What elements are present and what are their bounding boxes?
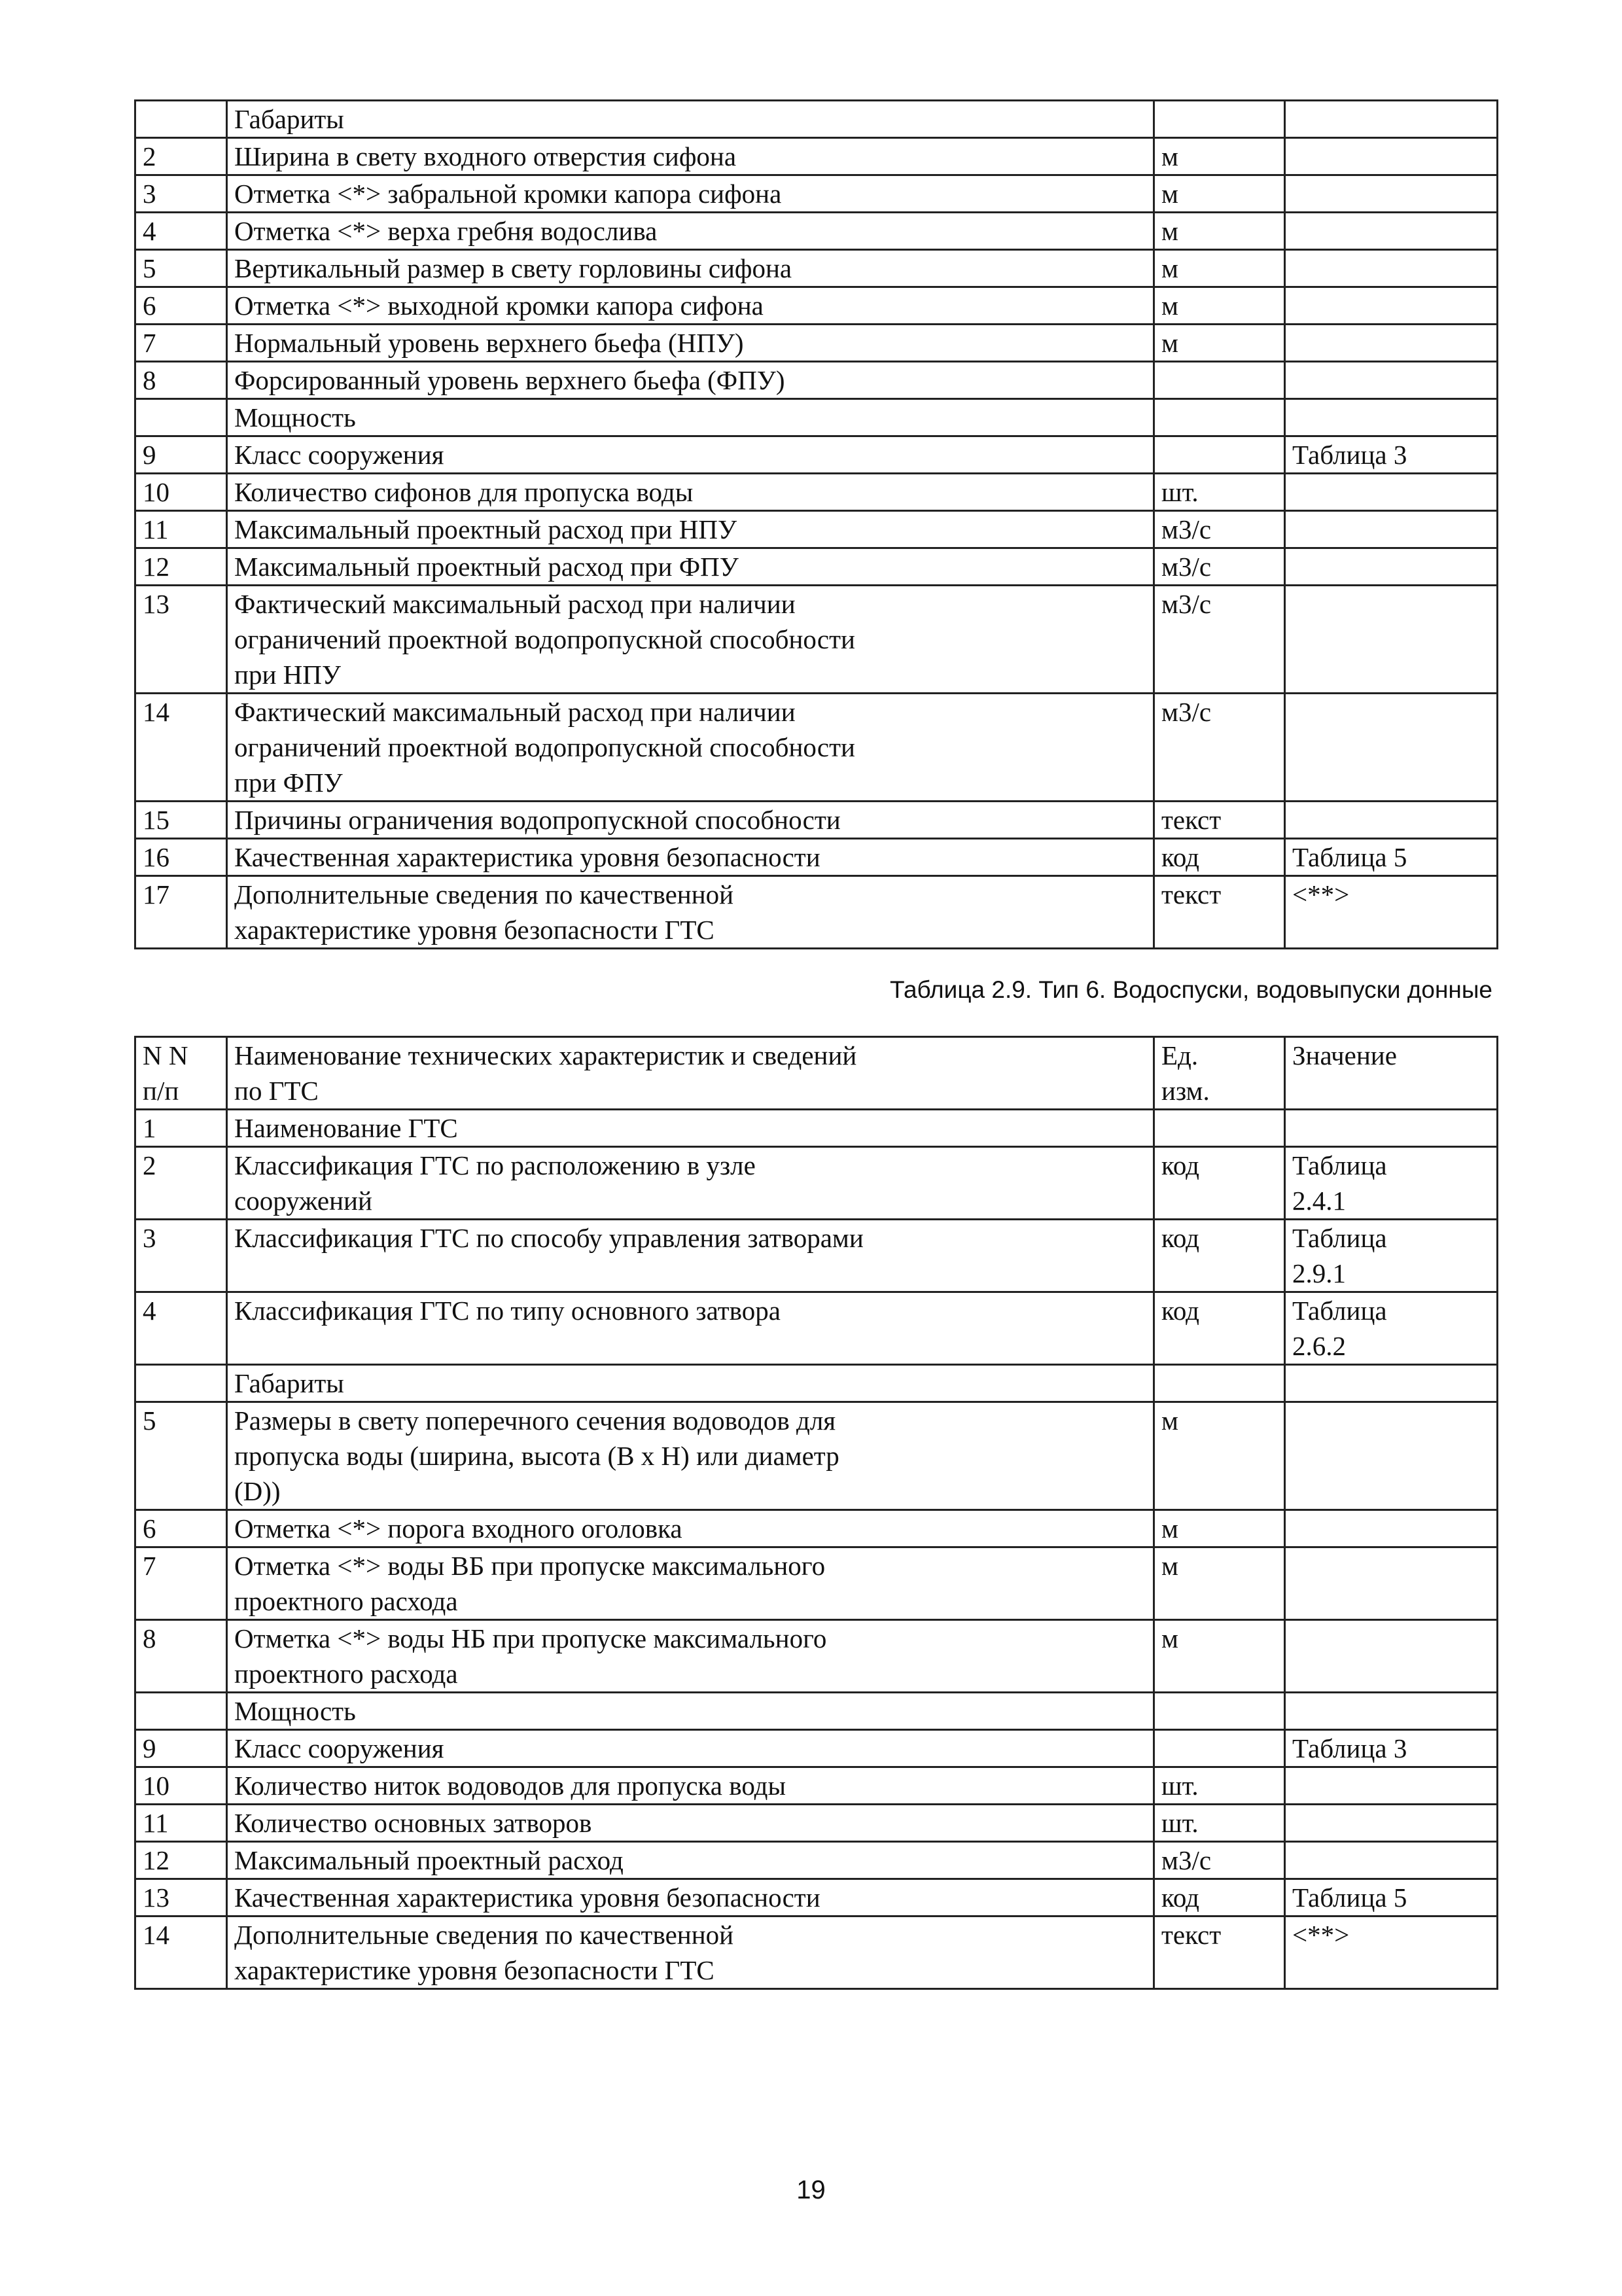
row-name: Классификация ГТС по типу основного затвора bbox=[227, 1292, 1154, 1365]
table-row bbox=[135, 362, 1498, 399]
row-number bbox=[135, 399, 227, 436]
table-row bbox=[135, 474, 1498, 511]
row-unit: м bbox=[1154, 1620, 1285, 1693]
row-unit bbox=[1154, 1693, 1285, 1730]
row-unit: м3/с bbox=[1154, 548, 1285, 586]
table-row bbox=[135, 839, 1498, 876]
row-value bbox=[1285, 1510, 1498, 1547]
row-unit: текст bbox=[1154, 1916, 1285, 1989]
row-name: Класс сооружения bbox=[227, 1730, 1154, 1767]
row-number: 6 bbox=[135, 1510, 227, 1547]
table-row bbox=[135, 511, 1498, 548]
row-name: Классификация ГТС по расположению в узле сооружений bbox=[227, 1147, 1154, 1220]
row-number: 13 bbox=[135, 586, 227, 694]
table-row bbox=[135, 548, 1498, 586]
row-value bbox=[1285, 511, 1498, 548]
row-name: Габариты bbox=[227, 1365, 1154, 1402]
row-number bbox=[135, 1365, 227, 1402]
row-unit: м bbox=[1154, 213, 1285, 250]
table-row bbox=[135, 1730, 1498, 1767]
row-value: Таблица 3 bbox=[1285, 1730, 1498, 1767]
header-name: Наименование технических характеристик и сведений по ГТС bbox=[227, 1037, 1154, 1110]
row-unit bbox=[1154, 1365, 1285, 1402]
row-value: Таблица 2.4.1 bbox=[1285, 1147, 1498, 1220]
page-number: 19 bbox=[796, 2176, 826, 2204]
row-unit: м bbox=[1154, 287, 1285, 325]
row-number: 11 bbox=[135, 1805, 227, 1842]
row-value bbox=[1285, 101, 1498, 138]
row-value bbox=[1285, 694, 1498, 802]
row-value bbox=[1285, 175, 1498, 213]
row-name: Фактический максимальный расход при наличии ограничений проектной водопропускной способности при ФПУ bbox=[227, 694, 1154, 802]
row-unit: м bbox=[1154, 175, 1285, 213]
row-value bbox=[1285, 1805, 1498, 1842]
characteristics-table-continued bbox=[134, 99, 1498, 949]
row-value bbox=[1285, 1767, 1498, 1805]
row-value bbox=[1285, 1547, 1498, 1620]
row-unit bbox=[1154, 362, 1285, 399]
row-number: 14 bbox=[135, 694, 227, 802]
table-header-row bbox=[135, 1037, 1498, 1110]
table-row bbox=[135, 1916, 1498, 1989]
row-unit: м bbox=[1154, 138, 1285, 175]
row-name: Форсированный уровень верхнего бьефа (ФПУ) bbox=[227, 362, 1154, 399]
table-row bbox=[135, 1510, 1498, 1547]
row-name: Количество ниток водоводов для пропуска воды bbox=[227, 1767, 1154, 1805]
row-name: Максимальный проектный расход при НПУ bbox=[227, 511, 1154, 548]
row-number: 13 bbox=[135, 1879, 227, 1916]
row-number: 8 bbox=[135, 1620, 227, 1693]
row-name: Класс сооружения bbox=[227, 436, 1154, 474]
row-name: Мощность bbox=[227, 1693, 1154, 1730]
row-name: Дополнительные сведения по качественной характеристике уровня безопасности ГТС bbox=[227, 876, 1154, 949]
row-unit bbox=[1154, 1730, 1285, 1767]
row-value bbox=[1285, 399, 1498, 436]
table-row bbox=[135, 1842, 1498, 1879]
row-unit bbox=[1154, 1110, 1285, 1147]
table-caption: Таблица 2.9. Тип 6. Водоспуски, водовыпуски донные bbox=[890, 976, 1492, 1003]
row-name: Нормальный уровень верхнего бьефа (НПУ) bbox=[227, 325, 1154, 362]
table-row bbox=[135, 802, 1498, 839]
table-row bbox=[135, 1220, 1498, 1292]
row-name: Размеры в свету поперечного сечения водоводов для пропуска воды (ширина, высота (B x H) или диаметр (D)) bbox=[227, 1402, 1154, 1510]
row-unit bbox=[1154, 399, 1285, 436]
row-value: Таблица 2.9.1 bbox=[1285, 1220, 1498, 1292]
row-number: 6 bbox=[135, 287, 227, 325]
row-name: Мощность bbox=[227, 399, 1154, 436]
row-unit: м bbox=[1154, 1547, 1285, 1620]
row-name: Качественная характеристика уровня безопасности bbox=[227, 1879, 1154, 1916]
row-name: Наименование ГТС bbox=[227, 1110, 1154, 1147]
row-number: 3 bbox=[135, 175, 227, 213]
row-number: 7 bbox=[135, 1547, 227, 1620]
table-row bbox=[135, 1402, 1498, 1510]
row-number: 9 bbox=[135, 1730, 227, 1767]
row-number: 12 bbox=[135, 548, 227, 586]
table-row bbox=[135, 694, 1498, 802]
row-number: 12 bbox=[135, 1842, 227, 1879]
row-value: Таблица 2.6.2 bbox=[1285, 1292, 1498, 1365]
row-number: 9 bbox=[135, 436, 227, 474]
table-row bbox=[135, 399, 1498, 436]
row-unit: текст bbox=[1154, 876, 1285, 949]
row-unit: код bbox=[1154, 1879, 1285, 1916]
table-row bbox=[135, 586, 1498, 694]
row-value bbox=[1285, 1693, 1498, 1730]
row-unit: код bbox=[1154, 1220, 1285, 1292]
header-number: N N п/п bbox=[135, 1037, 227, 1110]
row-name: Максимальный проектный расход при ФПУ bbox=[227, 548, 1154, 586]
row-unit: м3/с bbox=[1154, 586, 1285, 694]
row-number: 10 bbox=[135, 1767, 227, 1805]
row-number: 4 bbox=[135, 213, 227, 250]
row-number bbox=[135, 101, 227, 138]
table-row bbox=[135, 1805, 1498, 1842]
row-number: 15 bbox=[135, 802, 227, 839]
row-number: 10 bbox=[135, 474, 227, 511]
row-unit: м bbox=[1154, 1402, 1285, 1510]
row-number: 17 bbox=[135, 876, 227, 949]
row-value bbox=[1285, 250, 1498, 287]
row-number: 4 bbox=[135, 1292, 227, 1365]
table-row bbox=[135, 1365, 1498, 1402]
row-number: 7 bbox=[135, 325, 227, 362]
row-unit: м3/с bbox=[1154, 511, 1285, 548]
table-row bbox=[135, 1879, 1498, 1916]
table-row bbox=[135, 1620, 1498, 1693]
row-name: Отметка <*> забральной кромки капора сифона bbox=[227, 175, 1154, 213]
row-name: Вертикальный размер в свету горловины сифона bbox=[227, 250, 1154, 287]
row-name: Отметка <*> воды ВБ при пропуске максимального проектного расхода bbox=[227, 1547, 1154, 1620]
table-row bbox=[135, 325, 1498, 362]
row-name: Качественная характеристика уровня безопасности bbox=[227, 839, 1154, 876]
row-unit: шт. bbox=[1154, 1805, 1285, 1842]
row-name: Отметка <*> порога входного оголовка bbox=[227, 1510, 1154, 1547]
row-value bbox=[1285, 325, 1498, 362]
row-name: Максимальный проектный расход bbox=[227, 1842, 1154, 1879]
bottom-outlets-table bbox=[134, 1036, 1498, 1990]
row-unit: шт. bbox=[1154, 474, 1285, 511]
row-name: Отметка <*> воды НБ при пропуске максимального проектного расхода bbox=[227, 1620, 1154, 1693]
row-number: 2 bbox=[135, 1147, 227, 1220]
row-unit: м3/с bbox=[1154, 694, 1285, 802]
row-name: Габариты bbox=[227, 101, 1154, 138]
row-unit: код bbox=[1154, 839, 1285, 876]
row-number: 11 bbox=[135, 511, 227, 548]
row-number: 3 bbox=[135, 1220, 227, 1292]
row-number: 14 bbox=[135, 1916, 227, 1989]
row-unit: м bbox=[1154, 1510, 1285, 1547]
table-row bbox=[135, 1767, 1498, 1805]
row-number: 5 bbox=[135, 1402, 227, 1510]
row-value bbox=[1285, 1842, 1498, 1879]
row-value: Таблица 5 bbox=[1285, 839, 1498, 876]
row-value bbox=[1285, 1110, 1498, 1147]
row-value bbox=[1285, 1402, 1498, 1510]
row-number: 8 bbox=[135, 362, 227, 399]
row-value bbox=[1285, 802, 1498, 839]
table-row bbox=[135, 175, 1498, 213]
row-value bbox=[1285, 213, 1498, 250]
table-row bbox=[135, 1693, 1498, 1730]
row-unit: м3/с bbox=[1154, 1842, 1285, 1879]
table-row bbox=[135, 138, 1498, 175]
header-unit: Ед. изм. bbox=[1154, 1037, 1285, 1110]
row-value bbox=[1285, 1365, 1498, 1402]
table-row bbox=[135, 101, 1498, 138]
row-value bbox=[1285, 586, 1498, 694]
table-row bbox=[135, 287, 1498, 325]
table-row bbox=[135, 876, 1498, 949]
row-unit bbox=[1154, 436, 1285, 474]
table-row bbox=[135, 1547, 1498, 1620]
row-name: Отметка <*> выходной кромки капора сифона bbox=[227, 287, 1154, 325]
row-name: Классификация ГТС по способу управления затворами bbox=[227, 1220, 1154, 1292]
row-value: Таблица 3 bbox=[1285, 436, 1498, 474]
row-name: Количество сифонов для пропуска воды bbox=[227, 474, 1154, 511]
table-row bbox=[135, 1292, 1498, 1365]
row-unit: код bbox=[1154, 1292, 1285, 1365]
row-number: 2 bbox=[135, 138, 227, 175]
row-name: Ширина в свету входного отверстия сифона bbox=[227, 138, 1154, 175]
row-value bbox=[1285, 138, 1498, 175]
row-name: Количество основных затворов bbox=[227, 1805, 1154, 1842]
row-unit bbox=[1154, 101, 1285, 138]
row-number: 1 bbox=[135, 1110, 227, 1147]
row-value bbox=[1285, 474, 1498, 511]
row-value: <**> bbox=[1285, 1916, 1498, 1989]
row-unit: м bbox=[1154, 325, 1285, 362]
row-unit: м bbox=[1154, 250, 1285, 287]
row-name: Фактический максимальный расход при наличии ограничений проектной водопропускной способности при НПУ bbox=[227, 586, 1154, 694]
row-unit: текст bbox=[1154, 802, 1285, 839]
row-value: Таблица 5 bbox=[1285, 1879, 1498, 1916]
row-value bbox=[1285, 287, 1498, 325]
row-number: 16 bbox=[135, 839, 227, 876]
row-unit: код bbox=[1154, 1147, 1285, 1220]
row-value bbox=[1285, 1620, 1498, 1693]
table-row bbox=[135, 436, 1498, 474]
row-unit: шт. bbox=[1154, 1767, 1285, 1805]
table-row bbox=[135, 1147, 1498, 1220]
row-name: Причины ограничения водопропускной способности bbox=[227, 802, 1154, 839]
row-number bbox=[135, 1693, 227, 1730]
table-row bbox=[135, 1110, 1498, 1147]
row-number: 5 bbox=[135, 250, 227, 287]
row-name: Отметка <*> верха гребня водослива bbox=[227, 213, 1154, 250]
row-value bbox=[1285, 548, 1498, 586]
row-value: <**> bbox=[1285, 876, 1498, 949]
header-value: Значение bbox=[1285, 1037, 1498, 1110]
table-row bbox=[135, 250, 1498, 287]
row-name: Дополнительные сведения по качественной характеристике уровня безопасности ГТС bbox=[227, 1916, 1154, 1989]
table-row bbox=[135, 213, 1498, 250]
row-value bbox=[1285, 362, 1498, 399]
